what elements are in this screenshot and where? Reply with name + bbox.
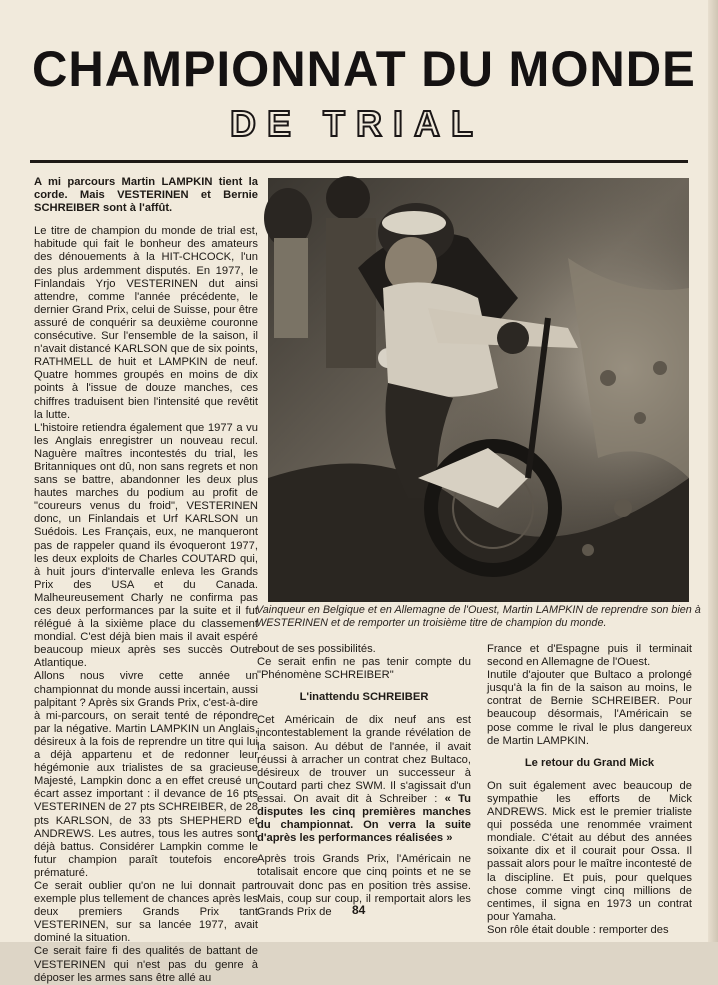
left-column — [34, 176, 258, 984]
page-edge — [708, 0, 718, 942]
section-heading: Le retour du Grand Mick — [524, 756, 655, 769]
schreiber-quote: « Tu disputes les cinq premières manches du championnat. On verra la suite d'après les performances réalisées » — [257, 792, 471, 845]
photo-caption: Vainqueur en Belgique et en Allemagne de l'Ouest, Martin LAMPKIN de reprendre son bien à WESTERINEN et de remporter un troisième titre de champion du monde. — [256, 604, 701, 629]
article-paragraph: On suit également avec beaucoup de sympathie les efforts de Mick ANDREWS. Mick est le premier trialiste qui posséda une renommée vraiment mondiale. C'était au début des années soixante dix et il courait pour Ossa. Il passait alors pour le maître incontesté de la discipline. Et puis, pour quelques chose comme vingt cinq millions de centimes, il signa en 1973 un contrat pour Yamaha. — [487, 779, 692, 923]
article-paragraph: Allons nous vivre cette année un championnat du monde aussi incertain, aussi palpitant ? Après six Grands Prix, c'est-à-dire à mi-parcours, on serait tenté de répondre par la négative. Martin LAMPKIN un Anglais, désireux à la fois de reprendre un titre qui lui a déjà appartenu et de redonner leur hégémonie aux trialistes de sa gracieuse Majesté, Lampkin donc a en effet creusé un écart assez important : il devance de 16 pts VESTERINEN de 27 pts SCHREIBER, de 28 pts KARLSON, de 33 pts SHEPHERD et ANDREWS. Les autres, tous les autres sont déjà battus. Considérer Lampkin comme le futur champion paraît toutefois encore prématuré. — [34, 670, 258, 879]
intro-lead: A mi parcours Martin LAMPKIN tient la corde. Mais VESTERINEN et Bernie SCHREIBER sont à l'affût. — [34, 176, 258, 215]
article-paragraph: Le titre de champion du monde de trial est, habitude qui fait le bonheur des amateurs des dénouements à la HIT-CHCOCK, l'un des plus ardemment disputés. En 1977, le Finlandais Yrjo VESTERINEN dut ainsi attendre, comme l'année précédente, le dernier Grand Prix, celui de Suisse, pour être assuré de conquérir sa deuxième couronne consécutive. Sur l'ensemble de la saison, il n'avait distancé KARLSON que de six points, RATHMELL de huit et LAMPKIN de neuf. Quatre hommes groupés en moins de dix points à l'issue de douze manches, ces chiffres traduisent bien l'intensité que revêtit la lutte. — [34, 225, 258, 421]
paragraph-text: Cet Américain de dix neuf ans est incontestablement la grande révélation de la saison. Au début de l'année, il avait réussi à arracher un contrat chez Bultaco, désireux de trouver un successeur à Coutard parti chez SWM. Il s'agissait d'un essai. On avait dit à Schreiber : — [257, 714, 471, 805]
article-paragraph: bout de ses possibilités. — [257, 643, 376, 655]
article-paragraph: Ce serait faire fi des qualités de battant de VESTERINEN qui n'est pas du genre à déposer les armes sans être allé au — [34, 945, 258, 984]
page-title: CHAMPIONNAT DU MONDE — [32, 41, 696, 97]
right-column — [487, 643, 692, 936]
article-paragraph: France et d'Espagne puis il terminait second en Allemagne de l'Ouest. — [487, 643, 692, 669]
section-heading: L'inattendu SCHREIBER — [299, 691, 429, 704]
article-paragraph: Après trois Grands Prix, l'Américain ne totalisait encore que cinq points et ne se trouvait donc pas en position très assise. Mais, coup sur coup, il remportait alors les Grands Prix de — [257, 853, 471, 918]
title-divider — [30, 160, 688, 163]
article-paragraph: Son rôle était double : remporter des — [487, 923, 669, 936]
page-subtitle: DE TRIAL — [230, 103, 484, 144]
article-paragraph: L'histoire retiendra également que 1977 a vu les Anglais enregistrer un nouveau recul. Naguère maîtres incontestés du trial, les Britanniques ont dû, non sans regrets et non sans se battre, abandonner les deux plus hautes marches du podium au profit de "coureurs venus du froid", VESTERINEN donc, un Finlandais et Urf KARLSON un Suédois. Les Français, eux, ne manqueront pas de rappeler quand ils évoqueront 1977, les deux exploits de Charles COUTARD qui, à huit jours d'intervalle enleva les Grands Prix des USA et du Canada. Malheureusement Charly ne confirma pas ces deux performances par la suite et il fut rélégué à la sixième place du classement mondial. C'est déjà bien mais il avait espéré beaucoup mieux après ses succès Outre Atlantique. — [34, 421, 258, 670]
trial-rider-photo — [268, 178, 689, 602]
article-paragraph: Ce serait oublier qu'on ne lui donnait par exemple plus tellement de chances après les deux premiers Grands Prix tant VESTERINEN, sur sa lancée 1977, avait dominé la situation. — [34, 879, 258, 945]
page-number: 84 — [352, 903, 366, 917]
article-paragraph: Inutile d'ajouter que Bultaco a prolongé jusqu'à la fin de la saison au moins, le contrat de Bernie SCHREIBER. Pour beaucoup désormais, l'Américain se pose comme le rival le plus dangereux de Martin LAMPKIN. — [487, 669, 692, 747]
article-paragraph: Ce serait enfin ne pas tenir compte du "Phénomène SCHREIBER" — [257, 656, 471, 682]
article-paragraph — [257, 714, 471, 845]
